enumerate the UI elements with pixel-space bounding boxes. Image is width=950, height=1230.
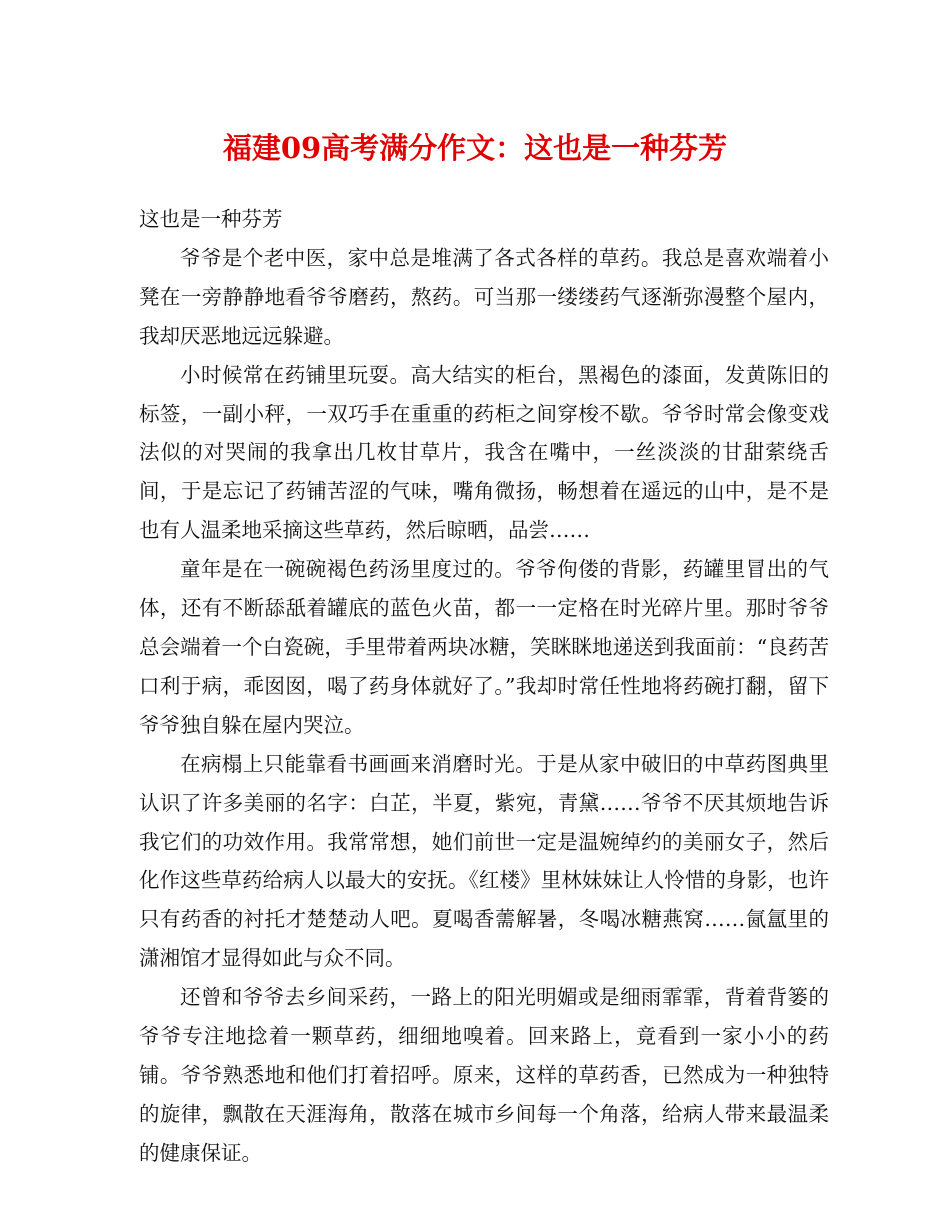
paragraph-4: 在病榻上只能靠看书画画来消磨时光。于是从家中破旧的中草药图典里认识了许多美丽的名字：白芷，半夏，紫宛，青黛……爷爷不厌其烦地告诉我它们的功效作用。我常常想，她们前世一定是温婉绰约的美丽女子，然后化作这些草药给病人以最大的安抚。《红楼》里林妹妹让人怜惜的身影，也许只有药香的衬托才楚楚动人吧。夏喝香薷解暑，冬喝冰糖燕窝……氤氲里的潇湘馆才显得如此与众不同。 — [139, 751, 829, 971]
paragraph-2: 小时候常在药铺里玩耍。高大结实的柜台，黑褐色的漆面，发黄陈旧的标签，一副小秤，一双巧手在重重的药柜之间穿梭不歇。爷爷时常会像变戏法似的对哭闹的我拿出几枚甘草片，我含在嘴中，一丝淡淡的甘甜萦绕舌间，于是忘记了药铺苦涩的气味，嘴角微扬，畅想着在遥远的山中，是不是也有人温柔地采摘这些草药，然后晾晒，品尝…… — [139, 362, 829, 543]
paragraph-5: 还曾和爷爷去乡间采药，一路上的阳光明媚或是细雨霏霏，背着背篓的爷爷专注地捻着一颗草药，细细地嗅着。回来路上，竟看到一家小小的药铺。爷爷熟悉地和他们打着招呼。原来，这样的草药香，已然成为一种独特的旋律，飘散在天涯海角，散落在城市乡间每一个角落，给病人带来最温柔的健康保证。 — [139, 985, 829, 1165]
paragraph-3: 童年是在一碗碗褐色药汤里度过的。爷爷佝偻的背影，药罐里冒出的气体，还有不断舔舐着罐底的蓝色火苗，都一一定格在时光碎片里。那时爷爷总会端着一个白瓷碗，手里带着两块冰糖，笑眯眯地递送到我面前：“良药苦口利于病，乖囡囡，喝了药身体就好了。”我却时常任性地将药碗打翻，留下爷爷独自躲在屋内哭泣。 — [139, 557, 829, 737]
document-body — [139, 200, 829, 1173]
document-title: 福建09高考满分作文：这也是一种芬芳 — [222, 131, 728, 165]
essay-subtitle: 这也是一种芬芳 — [139, 207, 283, 231]
paragraph-1: 爷爷是个老中医，家中总是堆满了各式各样的草药。我总是喜欢端着小凳在一旁静静地看爷爷磨药，熬药。可当那一缕缕药气逐渐弥漫整个屋内，我却厌恶地远远躲避。 — [139, 245, 829, 348]
